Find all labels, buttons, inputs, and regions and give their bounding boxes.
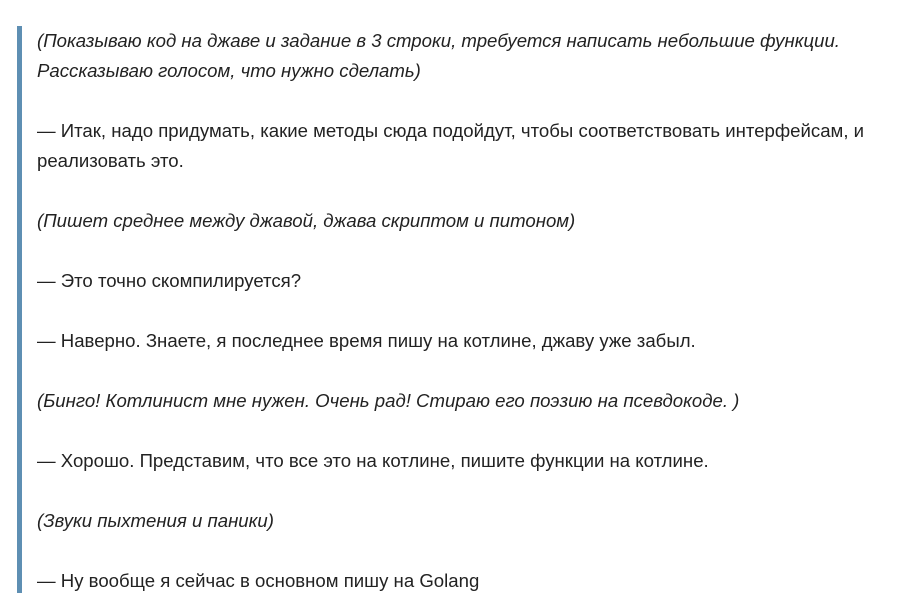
paragraph-line: — Наверно. Знаете, я последнее время пишу на котлине, джаву уже забыл. — [37, 330, 696, 351]
dialogue-paragraph — [37, 446, 919, 476]
quote-bar — [17, 26, 22, 593]
paragraph-line: — Итак, надо придумать, какие методы сюда подойдут, чтобы соответствовать интерфейсам, и — [37, 120, 865, 141]
paragraph-line: — Ну вообще я сейчас в основном пишу на Golang — [37, 570, 480, 591]
paragraph-line: (Пишет среднее между джавой, джава скриптом и питоном) — [37, 210, 576, 231]
dialogue-paragraph — [37, 326, 919, 356]
paragraph-line: — Хорошо. Представим, что все это на котлине, пишите функции на котлине. — [37, 450, 709, 471]
dialogue-paragraph — [37, 116, 919, 176]
paragraph-line: — Это точно скомпилируется? — [37, 270, 302, 291]
stage-direction-paragraph — [37, 26, 919, 86]
paragraph-line: (Звуки пыхтения и паники) — [37, 510, 274, 531]
stage-direction-paragraph — [37, 206, 919, 236]
dialogue-paragraph — [37, 566, 919, 593]
quote-content — [37, 26, 919, 593]
stage-direction-paragraph — [37, 386, 919, 416]
paragraph-line: реализовать это. — [37, 150, 184, 171]
paragraph-line: Рассказываю голосом, что нужно сделать) — [37, 60, 421, 81]
dialogue-paragraph — [37, 266, 919, 296]
paragraph-line: (Показываю код на джаве и задание в 3 строки, требуется написать небольшие функции. — [37, 30, 840, 51]
stage-direction-paragraph — [37, 506, 919, 536]
paragraph-line: (Бинго! Котлинист мне нужен. Очень рад! Стираю его поэзию на псевдокоде. ) — [37, 390, 740, 411]
blockquote — [17, 26, 919, 593]
